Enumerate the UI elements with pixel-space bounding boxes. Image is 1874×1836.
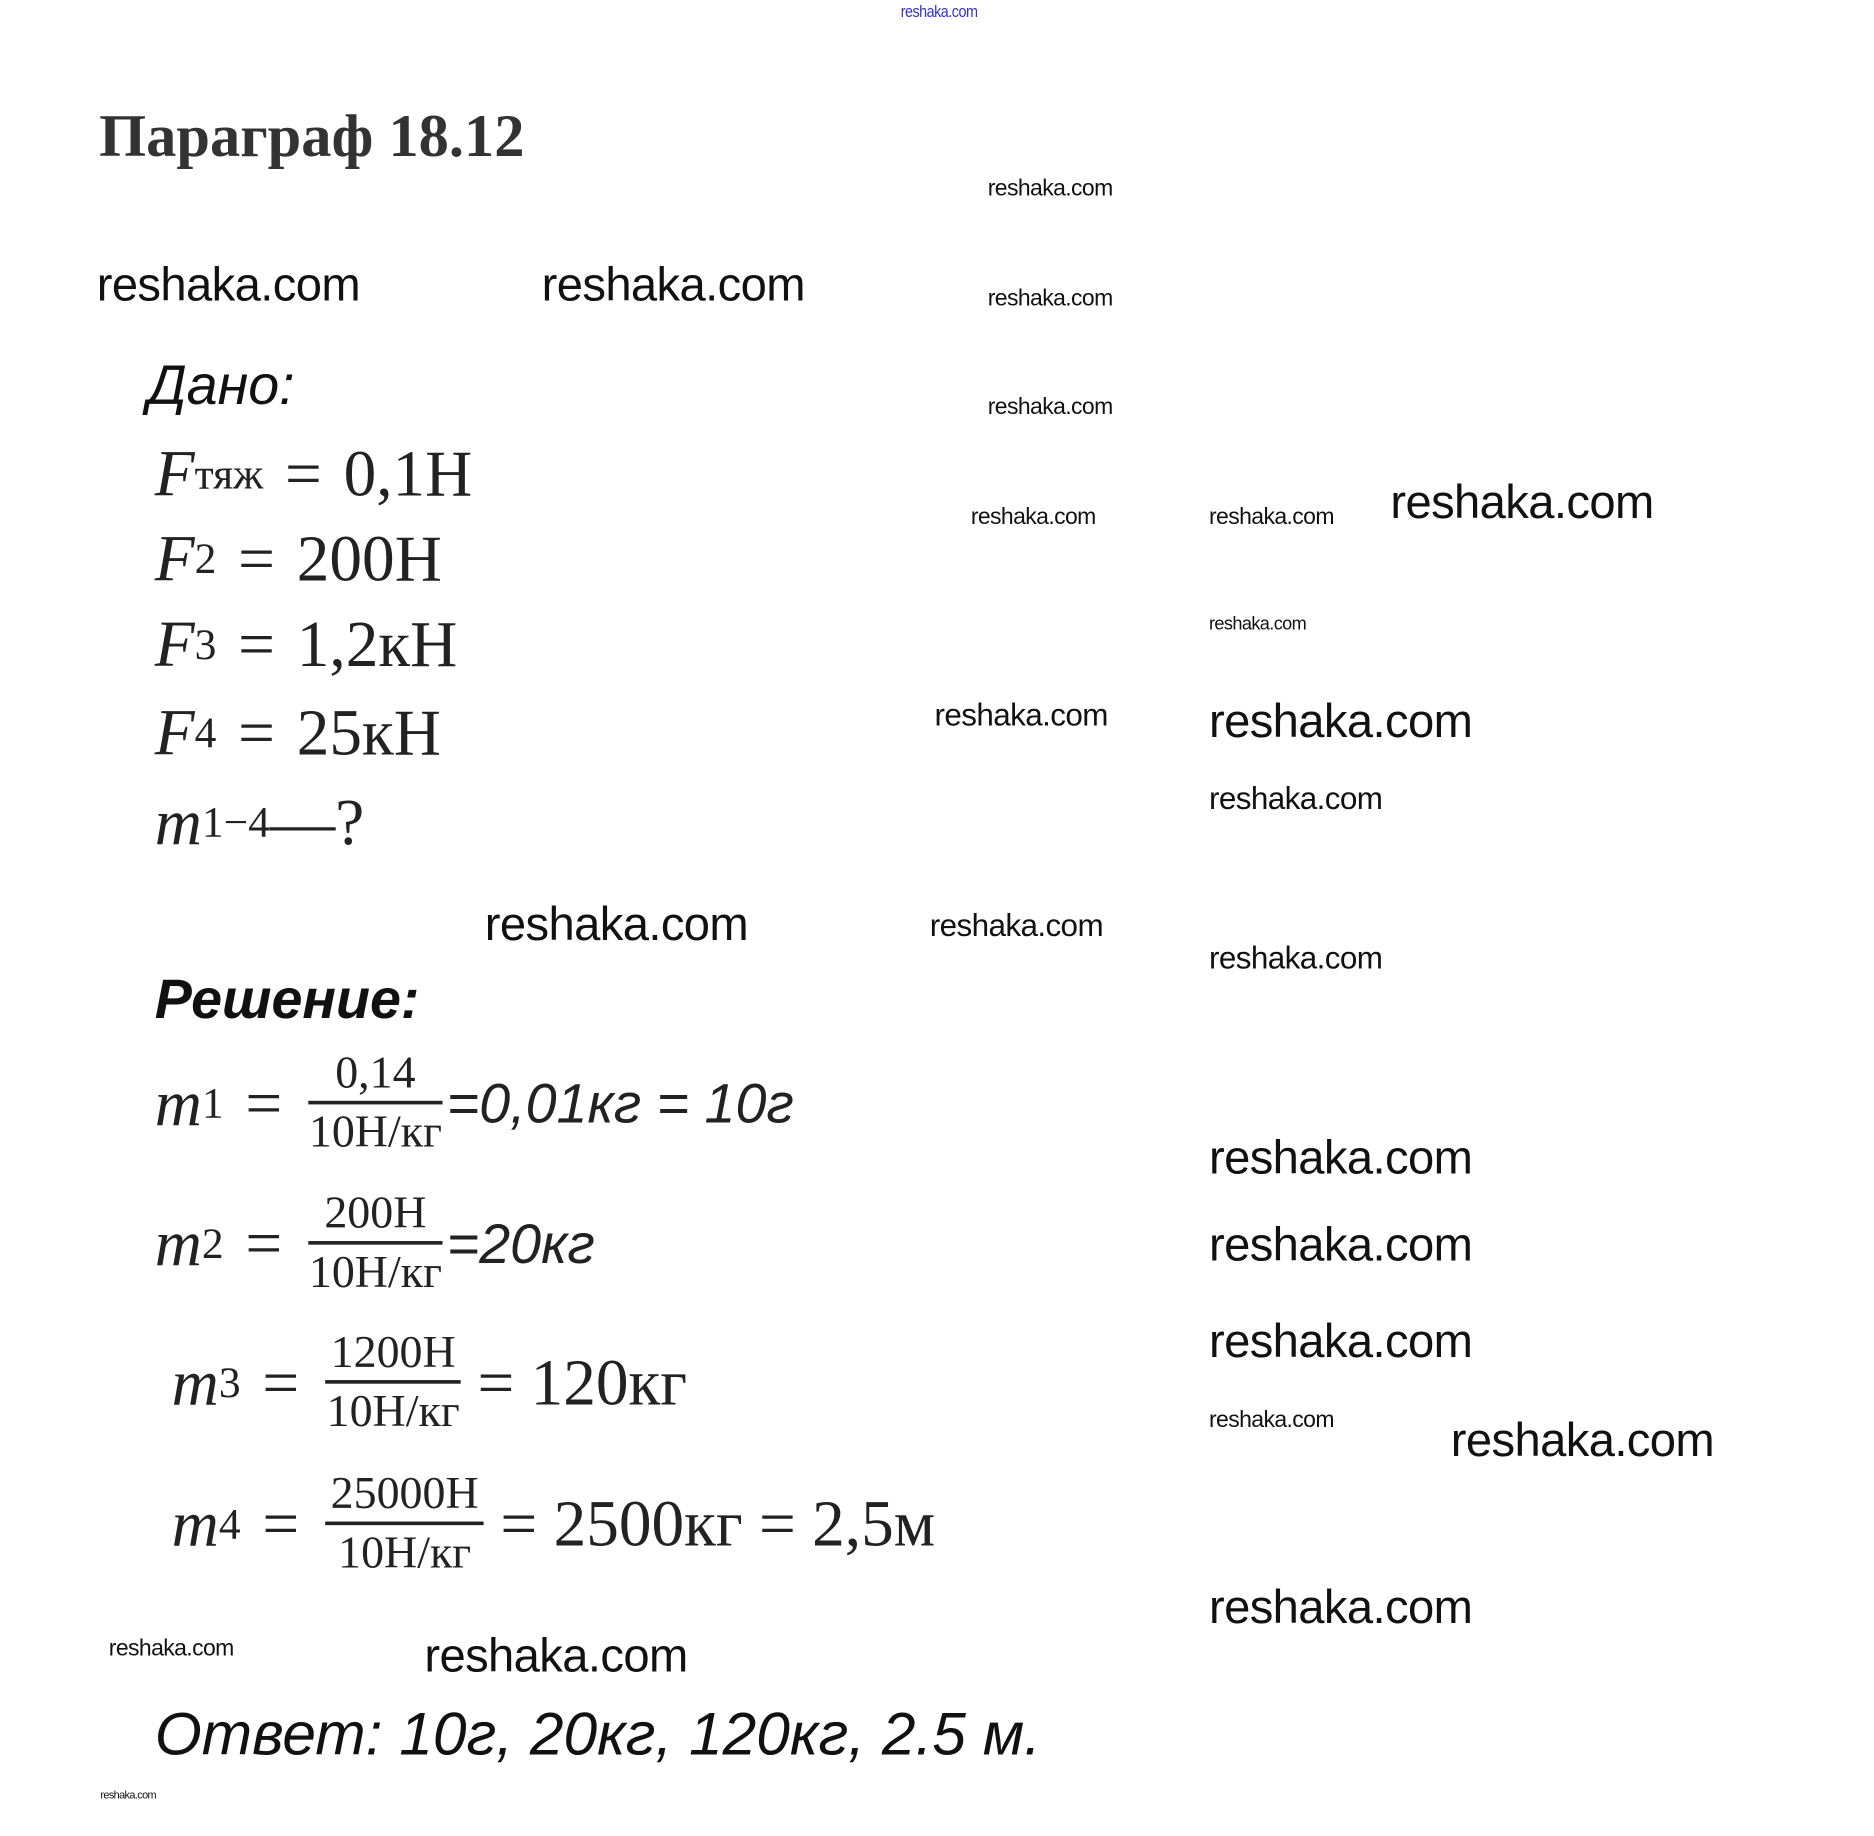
given-line-1: F тяж = 0,1Н	[154, 437, 473, 511]
result: =20кг	[446, 1211, 595, 1275]
var: F	[154, 522, 195, 595]
watermark: reshaka.com	[1209, 613, 1307, 635]
watermark: reshaka.com	[1209, 504, 1334, 531]
watermark: reshaka.com	[970, 504, 1096, 531]
result: = 2500кг = 2,5м	[500, 1487, 936, 1560]
solution-line-2: m 2 = $\frac{200Н}{10Н/кг}$ =20кг	[154, 1187, 595, 1298]
solution-line-4: m 4 = $\frac{25000Н}{10Н/кг}$ = 2500кг = 2,5м	[171, 1468, 936, 1579]
watermark: reshaka.com	[987, 175, 1113, 202]
var: m	[154, 1206, 202, 1280]
sub: 1	[201, 1078, 224, 1127]
watermark: reshaka.com	[108, 1636, 234, 1662]
var: m	[154, 785, 202, 859]
watermark-top: reshaka.com	[900, 1, 978, 21]
watermark: reshaka.com	[541, 259, 805, 312]
fraction	[326, 1326, 461, 1437]
watermark: reshaka.com	[1209, 1132, 1473, 1185]
denominator: 10Н/кг	[326, 1386, 460, 1437]
sub: 4	[218, 1499, 241, 1548]
given-heading: Дано:	[147, 353, 295, 416]
numerator: 200Н	[324, 1187, 427, 1239]
watermark: reshaka.com	[484, 898, 749, 951]
denominator: 10Н/кг	[308, 1106, 442, 1158]
value: 200Н	[296, 522, 442, 595]
watermark: reshaka.com	[1209, 1581, 1473, 1634]
watermark: reshaka.com	[1209, 1407, 1334, 1434]
fraction	[308, 1047, 442, 1158]
var: m	[171, 1487, 219, 1560]
solution-line-3: m 3 = $\frac{1200Н}{10Н/кг}$ = 120кг	[171, 1326, 688, 1437]
sub: 4	[194, 708, 217, 757]
solution-heading: Решение:	[154, 967, 420, 1031]
sub: 1−4	[201, 797, 270, 847]
sub: 2	[201, 1218, 224, 1268]
var: F	[154, 608, 195, 681]
solution-line-1: m 1 = $\frac{0,14}{10Н/кг}$ =0,01кг = 10г	[154, 1047, 794, 1158]
result: = 120кг	[477, 1345, 688, 1419]
denominator: 10Н/кг	[338, 1527, 472, 1579]
fraction	[308, 1187, 442, 1298]
watermark: reshaka.com	[1209, 1219, 1473, 1272]
numerator: 1200Н	[330, 1326, 456, 1378]
fraction	[326, 1468, 484, 1579]
value: —?	[269, 785, 365, 859]
var: m	[171, 1345, 219, 1419]
numerator: 0,14	[335, 1047, 416, 1099]
given-line-2: F 2 = 200Н	[154, 522, 442, 595]
watermark: reshaka.com	[987, 285, 1113, 312]
watermark: reshaka.com	[1450, 1415, 1715, 1468]
watermark: reshaka.com	[1209, 1315, 1473, 1368]
var: m	[154, 1066, 202, 1139]
watermark: reshaka.com	[934, 696, 1108, 733]
var: F	[154, 437, 195, 511]
watermark: reshaka.com	[424, 1630, 688, 1683]
watermark: reshaka.com	[1209, 779, 1383, 817]
watermark: reshaka.com	[929, 906, 1104, 944]
page-title: Параграф 18.12	[99, 101, 525, 170]
value: 25кН	[296, 696, 441, 769]
value: 0,1Н	[343, 437, 473, 511]
watermark: reshaka.com	[1209, 939, 1383, 976]
denominator: 10Н/кг	[308, 1247, 442, 1298]
given-line-5	[154, 785, 365, 859]
result: =0,01кг = 10г	[446, 1071, 794, 1135]
watermark: reshaka.com	[1390, 476, 1654, 529]
given-line-4: F 4 = 25кН	[154, 696, 441, 769]
sub: 2	[194, 534, 217, 583]
watermark: reshaka.com	[96, 259, 360, 312]
sub: тяж	[194, 449, 264, 499]
sub: 3	[218, 1357, 241, 1407]
value: 1,2кН	[296, 608, 458, 681]
watermark: reshaka.com	[100, 1788, 156, 1801]
watermark: reshaka.com	[987, 394, 1113, 421]
numerator: 25000Н	[330, 1468, 479, 1520]
watermark: reshaka.com	[1209, 695, 1473, 748]
given-line-3: F 3 = 1,2кН	[154, 608, 458, 681]
answer: Ответ: 10г, 20кг, 120кг, 2.5 м.	[154, 1699, 1041, 1768]
var: F	[154, 696, 195, 769]
sub: 3	[194, 620, 217, 669]
